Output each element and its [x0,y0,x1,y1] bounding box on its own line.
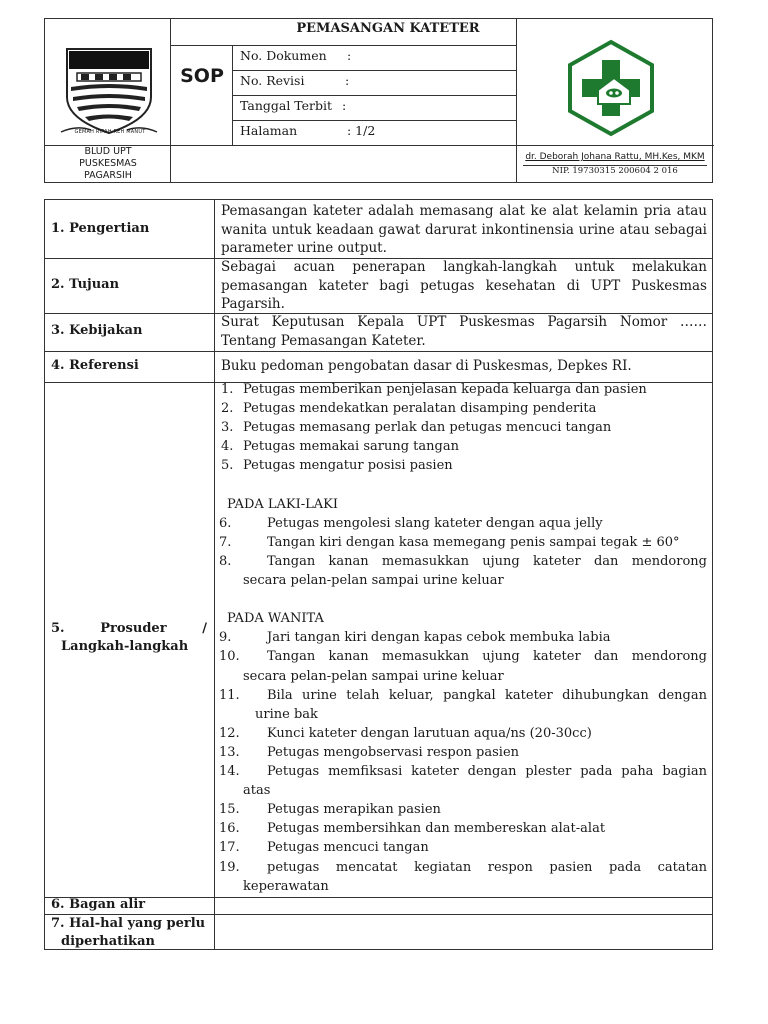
signatory-nip: NIP. 19730315 200604 2 016 [552,166,678,176]
step-number: 13. [219,744,240,760]
field-no-dokumen-label: No. Dokumen [240,48,327,63]
field-halaman-value: : 1/2 [347,123,376,138]
list-item [215,688,707,707]
list-item [215,745,707,764]
list-item [215,821,707,840]
step-text: Petugas mengolesi slang kateter dengan aqua jelly [267,515,603,531]
step-number: 11. [219,687,240,703]
text-line: Surat Keputusan Kepala UPT Puskesmas Pagarsih Nomor …… [221,314,707,330]
step-text-continuation: atas [243,783,271,799]
hal-line-1: 7. Hal-hal yang perlu [51,916,206,931]
list-item [215,630,707,649]
field-no-revisi-value: : [345,73,350,88]
text-line: pemasangan kateter bagi petugas kesehatan di UPT Puskesmas [221,277,707,294]
text-line: Pemasangan kateter adalah memasang alat ke alat kelamin pria atau [221,203,707,219]
step-number: 4. [221,439,234,455]
step-number: 1. [221,382,234,397]
text-line: Sebagai acuan penerapan langkah-langkah untuk melakukan [221,259,707,275]
text-line: Pagarsih. [221,296,285,312]
sop-content-table [44,199,713,950]
step-number: 6. [219,515,232,531]
organization-name [45,146,171,182]
step-text: Petugas memberikan penjelasan kepada keluarga dan pasien [243,382,647,397]
step-text: Petugas mengatur posisi pasien [243,458,453,474]
step-text: Tangan kanan memasukkan ujung kateter dan mendorong [267,553,707,569]
org-line-2: PUSKESMAS [79,158,137,169]
signatory-name: dr. Deborah Johana Rattu, MH.Kes, MKM [525,152,705,162]
step-number: 16. [219,821,240,837]
list-item [215,535,707,554]
section-kebijakan-label: 3. Kebijakan [51,323,143,338]
step-text: Bila urine telah keluar, pangkal kateter dihubungkan dengan [267,687,707,703]
step-text: Petugas mendekatkan peralatan disamping penderita [243,401,597,417]
list-item [215,382,707,401]
step-text: Petugas mencuci tangan [267,840,429,856]
list-item [215,726,707,745]
city-crest-logo [57,37,161,137]
step-number: 8. [219,553,232,569]
step-text: Petugas membersihkan dan membereskan alat-alat [267,821,606,837]
step-number: 19. [219,859,240,875]
list-item [215,649,707,668]
org-line-3: PAGARSIH [84,170,132,181]
text-line: parameter urine output. [221,240,387,256]
procedure-steps [215,382,707,896]
step-number: 7. [219,534,232,550]
step-text: Jari tangan kiri dengan kapas cebok membuka labia [267,630,611,646]
step-text: Tangan kanan memasukkan ujung kateter dan mendorong [267,649,707,665]
field-no-revisi-label: No. Revisi [240,73,305,88]
list-item [215,860,707,879]
prosedur-slash: / [202,621,207,636]
list-item [215,554,707,573]
sop-label: SOP [180,65,224,87]
sop-header-table [44,18,713,183]
step-number: 10. [219,649,240,665]
step-number: 17. [219,840,240,856]
step-number: 15. [219,802,240,818]
section-kebijakan-text [221,313,707,350]
step-group-heading: PADA WANITA [227,611,324,627]
section-referensi-label: 4. Referensi [51,358,139,373]
step-text: Petugas memakai sarung tangan [243,439,459,455]
prosedur-word: Prosuder [100,621,167,636]
step-text: Petugas merapikan pasien [267,802,441,818]
step-text-continuation: urine bak [255,706,318,722]
step-text: Petugas memasang perlak dan petugas mencuci tangan [243,420,612,436]
step-text: Kunci kateter dengan larutuan aqua/ns (20-30cc) [267,725,592,741]
step-text: Tangan kiri dengan kasa memegang penis sampai tegak ± 60° [267,534,680,550]
section-referensi-text [221,357,707,376]
list-item [215,439,707,458]
crest-motto: GEMAH RIPAH REH MANUT [74,129,146,135]
list-item [215,840,707,859]
step-number: 2. [221,401,234,417]
step-number: 5. [221,458,234,474]
list-item [215,802,707,821]
step-text: Petugas mengobservasi respon pasien [267,744,520,760]
step-number: 3. [221,420,234,436]
step-text-continuation: keperawatan [243,878,329,894]
section-pengertian-label: 1. Pengertian [51,221,150,236]
prosedur-subtitle: Langkah-langkah [61,639,189,654]
section-prosedur-label [51,621,207,654]
text-line: Buku pedoman pengobatan dasar di Puskesmas, Depkes RI. [221,358,632,374]
list-item [215,401,707,420]
section-pengertian-text [221,202,707,258]
list-item [215,516,707,535]
list-item [215,420,707,439]
step-number: 12. [219,725,240,741]
section-tujuan-label: 2. Tujuan [51,277,120,292]
step-group-heading: PADA LAKI-LAKI [227,496,339,512]
hal-line-2: diperhatikan [61,934,155,949]
list-item [215,764,707,783]
list-item [215,458,707,477]
step-text: petugas mencatat kegiatan respon pasien pada catatan [267,859,707,875]
prosedur-number: 5. [51,621,65,636]
document-title: PEMASANGAN KATETER [296,21,480,36]
org-line-1: BLUD UPT [84,146,132,157]
text-line: wanita untuk keadaan gawat darurat inkontinensia urine atau sebagai [221,221,707,238]
section-tujuan-text [221,258,707,314]
step-text-continuation: secara pelan-pelan sampai urine keluar [243,668,504,684]
step-text: Petugas memfiksasi kateter dengan plester pada paha bagian [267,764,707,779]
field-no-dokumen-value: : [347,48,352,63]
text-line: Tentang Pemasangan Kateter. [221,332,426,349]
field-tanggal-terbit-label: Tanggal Terbit [240,98,333,113]
step-number: 9. [219,630,232,646]
section-bagan-label: 6. Bagan alir [51,897,146,912]
field-halaman-label: Halaman [240,123,298,138]
step-text-continuation: secara pelan-pelan sampai urine keluar [243,573,504,588]
field-tanggal-terbit-value: : [342,98,347,113]
section-hal-label [51,915,205,951]
puskesmas-logo [564,38,658,138]
step-number: 14. [219,764,240,779]
